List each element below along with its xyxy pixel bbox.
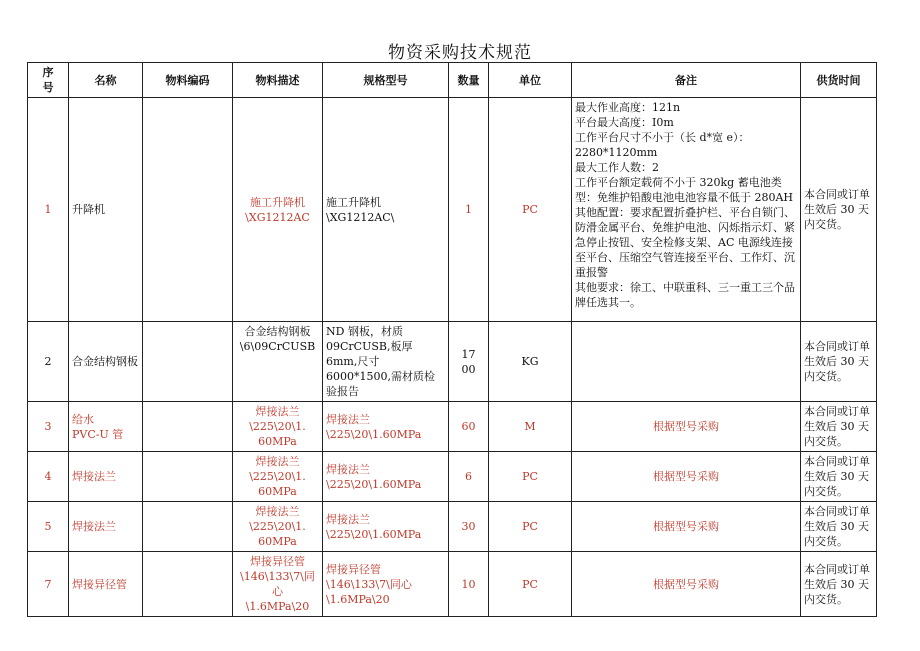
row-code: [143, 322, 233, 402]
row-desc: 施工升降机 \XG1212AC: [233, 98, 323, 322]
row-code: [143, 502, 233, 552]
row-qty: 60: [449, 402, 489, 452]
row-desc: 焊接法兰 \225\20\1. 60MPa: [233, 502, 323, 552]
row-unit: PC: [489, 98, 572, 322]
row-code: [143, 452, 233, 502]
table-row: [28, 552, 877, 617]
row-spec: ND 钢板，材质 09CrCUSB,板厚 6mm,尺寸 6000*1500,需材质检验报告: [323, 322, 449, 402]
document-title: 物资采购技术规范: [388, 43, 532, 63]
row-remark: 根据型号采购: [572, 402, 801, 452]
row-unit: PC: [489, 502, 572, 552]
row-remark: 最大作业高度：121n 平台最大高度：I0m 工作平台尺寸不小于（长 d*宽 e）： 2280*1120mm 最大工作人数：2 工作平台额定载荷不小于 320kg 蓄电池类型：免维护铅酸电池电池容量不低于 280AH 其他配置：要求配置折叠护栏、平台自锁门、防滑金属平台、免维护电池、闪烁指示灯、紧急停止按钮、安全检修支架、AC 电源线连接至平台、压缩空气管连接至平台、工作灯、沉重报警 其他要求：徐工、中联重科、三一重工三个品牌任选其一。: [572, 98, 801, 322]
row-seq: 7: [28, 552, 69, 617]
row-delivery: 本合同或订单生效后 30 天内交货。: [801, 502, 877, 552]
row-remark: 根据型号采购: [572, 552, 801, 617]
row-delivery: 本合同或订单生效后 30 天内交货。: [801, 322, 877, 402]
row-qty: 1: [449, 98, 489, 322]
row-remark: 根据型号采购: [572, 452, 801, 502]
table-row: [28, 402, 877, 452]
row-unit: PC: [489, 552, 572, 617]
row-qty: 17 00: [449, 322, 489, 402]
row-spec: 施工升降机\XG1212AC\: [323, 98, 449, 322]
row-name: 焊接法兰: [69, 502, 143, 552]
header-seq: 序 号: [28, 63, 69, 98]
row-code: [143, 552, 233, 617]
row-seq: 3: [28, 402, 69, 452]
row-unit: M: [489, 402, 572, 452]
table-row: [28, 452, 877, 502]
row-seq: 2: [28, 322, 69, 402]
row-seq: 4: [28, 452, 69, 502]
row-desc: 合金结构钢板 \6\09CrCUSB: [233, 322, 323, 402]
row-desc: 焊接法兰 \225\20\1. 60MPa: [233, 402, 323, 452]
row-desc: 焊接法兰 \225\20\1. 60MPa: [233, 452, 323, 502]
row-qty: 6: [449, 452, 489, 502]
row-seq: 5: [28, 502, 69, 552]
row-delivery: 本合同或订单生效后 30 天内交货。: [801, 552, 877, 617]
table-row: [28, 98, 877, 322]
table-row: [28, 502, 877, 552]
row-name: 合金结构钢板: [69, 322, 143, 402]
header-qty: 数量: [449, 63, 489, 98]
row-spec: 焊接法兰 \225\20\1.60MPa: [323, 502, 449, 552]
header-row: [28, 63, 877, 98]
row-qty: 10: [449, 552, 489, 617]
header-name: 名称: [69, 63, 143, 98]
row-desc: 焊接异径管 \146\133\7\同心 \1.6MPa\20: [233, 552, 323, 617]
row-seq: 1: [28, 98, 69, 322]
row-name: 焊接异径管: [69, 552, 143, 617]
header-unit: 单位: [489, 63, 572, 98]
row-delivery: 本合同或订单生效后 30 天内交货。: [801, 452, 877, 502]
table-row: [28, 322, 877, 402]
row-name: 给水 PVC-U 管: [69, 402, 143, 452]
row-name: 焊接法兰: [69, 452, 143, 502]
header-code: 物料编码: [143, 63, 233, 98]
row-unit: KG: [489, 322, 572, 402]
row-remark: 根据型号采购: [572, 502, 801, 552]
header-spec: 规格型号: [323, 63, 449, 98]
header-remark: 备注: [572, 63, 801, 98]
header-delivery: 供货时间: [801, 63, 877, 98]
row-spec: 焊接异径管\146\133\7\同心\1.6MPa\20: [323, 552, 449, 617]
row-code: [143, 98, 233, 322]
procurement-spec-table: [27, 62, 877, 617]
row-qty: 30: [449, 502, 489, 552]
header-desc: 物料描述: [233, 63, 323, 98]
row-remark: [572, 322, 801, 402]
row-spec: 焊接法兰 \225\20\1.60MPa: [323, 402, 449, 452]
row-unit: PC: [489, 452, 572, 502]
row-name: 升降机: [69, 98, 143, 322]
row-delivery: 本合同或订单生效后 30 天内交货。: [801, 98, 877, 322]
row-code: [143, 402, 233, 452]
row-delivery: 本合同或订单生效后 30 天内交货。: [801, 402, 877, 452]
row-spec: 焊接法兰 \225\20\1.60MPa: [323, 452, 449, 502]
